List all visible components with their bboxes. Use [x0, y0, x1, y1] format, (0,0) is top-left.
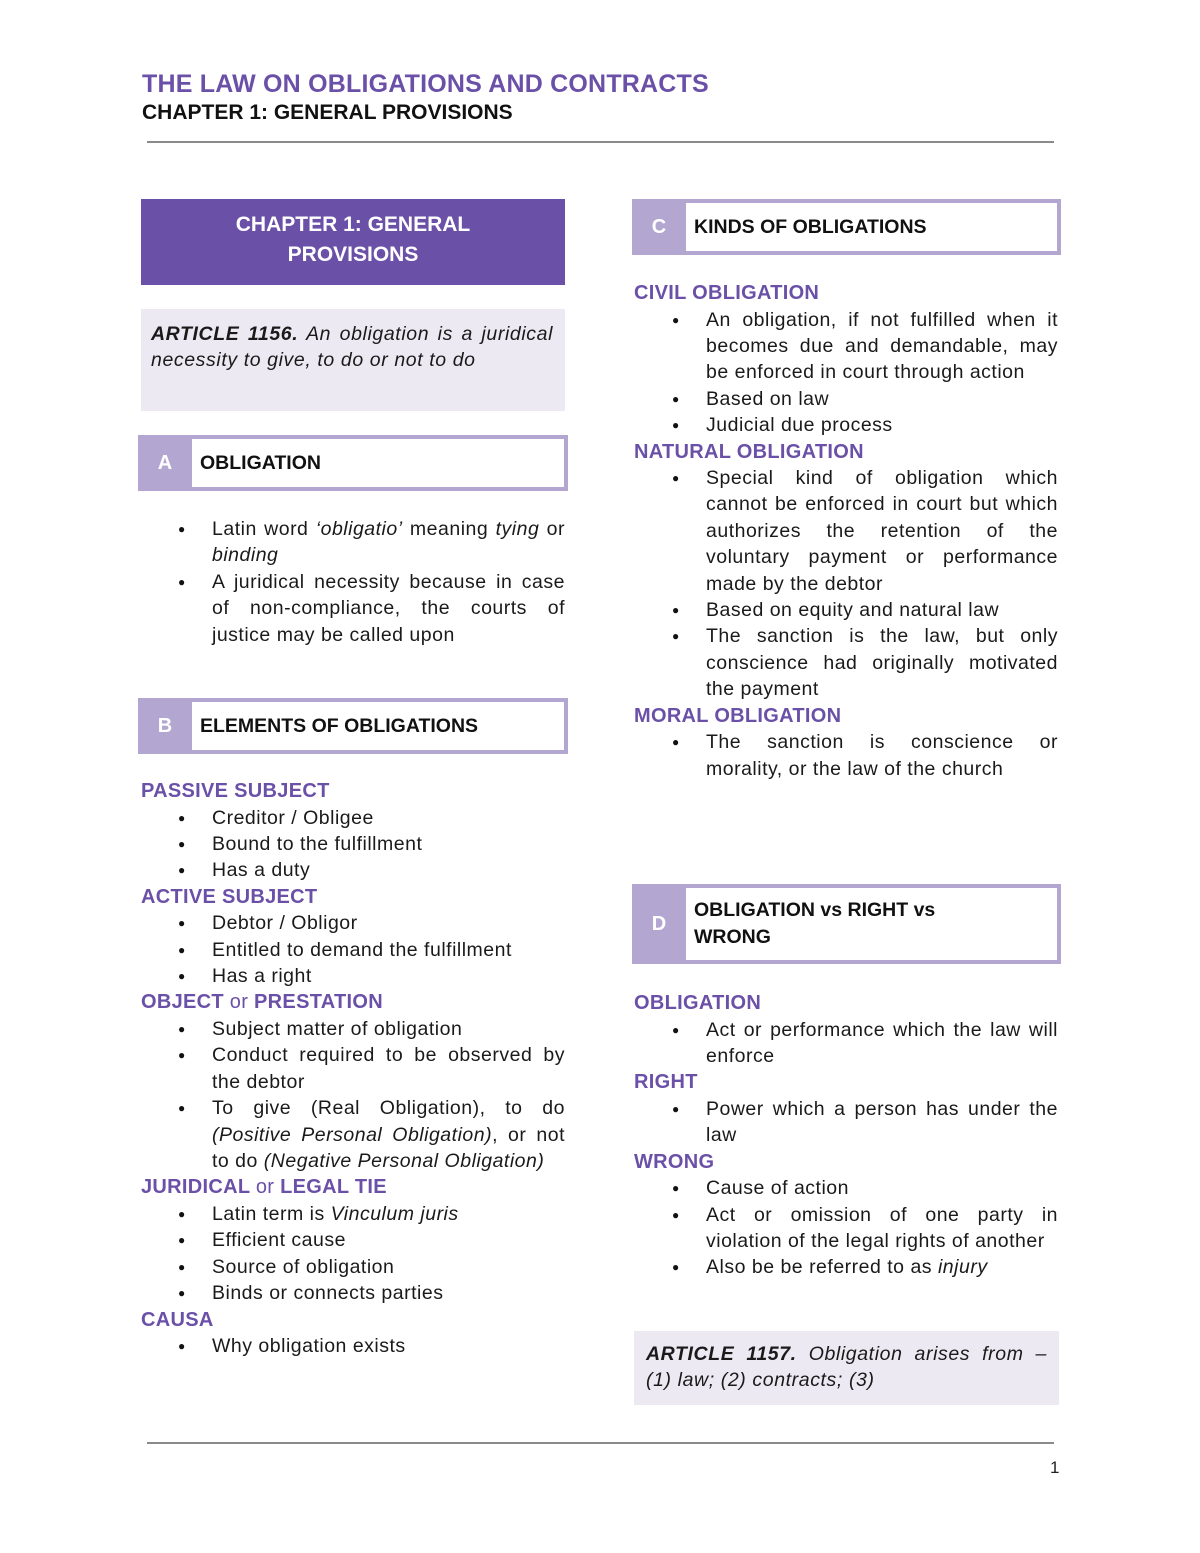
list-item: ● Based on law	[634, 386, 1058, 412]
section-c-header	[632, 199, 1061, 255]
causa-heading: CAUSA	[141, 1308, 214, 1331]
section-a-title: OBLIGATION	[192, 439, 564, 487]
list-item: ● Special kind of obligation which cannot be enforced in court but which authorizes the retention of the voluntary payment or performance made by the debtor	[634, 465, 1058, 597]
list-item: ● Latin word ‘obligatio’ meaning tying or binding	[141, 516, 565, 569]
object-prestation-heading: OBJECT or PRESTATION	[141, 991, 383, 1014]
section-d-content	[634, 990, 1058, 1281]
list-item: ● A juridical necessity because in case of non-compliance, the courts of justice may be called upon	[141, 569, 565, 648]
section-c-letter: C	[651, 215, 667, 238]
list-item: ● The sanction is the law, but only conscience had originally motivated the payment	[634, 623, 1058, 702]
list-item: ● Has a duty	[141, 857, 565, 883]
section-d-title-line1: OBLIGATION vs RIGHT vs	[694, 899, 936, 921]
list-item: ● An obligation, if not fulfilled when it becomes due and demandable, may be enforced in court through action	[634, 307, 1058, 386]
chapter-title-line1: CHAPTER 1: GENERAL	[235, 213, 471, 236]
list-item: ● Efficient cause	[141, 1227, 565, 1253]
header-divider	[147, 141, 1054, 143]
civil-obligation-heading: CIVIL OBLIGATION	[634, 282, 820, 304]
list-item: ● Based on equity and natural law	[634, 597, 1058, 623]
list-item: ● Has a right	[141, 963, 565, 989]
section-b-content	[141, 778, 565, 1359]
list-item: ● Source of obligation	[141, 1254, 565, 1280]
moral-obligation-heading: MORAL OBLIGATION	[634, 704, 842, 727]
list-item: ● Entitled to demand the fulfillment	[141, 937, 565, 963]
section-c-content	[634, 280, 1058, 782]
list-item: ● The sanction is conscience or morality, or the law of the church	[634, 729, 1058, 782]
right-heading: RIGHT	[634, 1071, 698, 1094]
section-d-title	[686, 888, 1057, 960]
section-a-content	[141, 516, 565, 648]
obligation-heading: OBLIGATION	[634, 992, 762, 1014]
list-item: ● Debtor / Obligor	[141, 910, 565, 936]
document-subtitle: CHAPTER 1: GENERAL PROVISIONS	[142, 101, 513, 124]
section-d-letter: D	[651, 912, 667, 935]
list-item: ● Cause of action	[634, 1175, 1058, 1201]
section-c-title: KINDS OF OBLIGATIONS	[686, 203, 1057, 251]
chapter-title-line2: PROVISIONS	[287, 243, 419, 266]
chapter-title-box	[141, 199, 565, 285]
list-item: ● To give (Real Obligation), to do (Positive Personal Obligation), or not to do (Negative Personal Obligation)	[141, 1095, 565, 1174]
article-1157-box	[634, 1331, 1059, 1405]
juridical-tie-heading: JURIDICAL or LEGAL TIE	[141, 1176, 387, 1199]
list-item: ● Conduct required to be observed by the debtor	[141, 1042, 565, 1095]
list-item: ● Bound to the fulfillment	[141, 831, 565, 857]
list-item: ● Creditor / Obligee	[141, 805, 565, 831]
list-item: ● Why obligation exists	[141, 1333, 565, 1359]
list-item: ● Subject matter of obligation	[141, 1016, 565, 1042]
article-1156-label: ARTICLE 1156.	[151, 323, 299, 345]
passive-subject-heading: PASSIVE SUBJECT	[141, 780, 330, 802]
page-number: 1	[1050, 1458, 1060, 1477]
section-b-header	[138, 698, 568, 754]
list-item: ● Latin term is Vinculum juris	[141, 1201, 565, 1227]
section-a-header	[138, 435, 568, 491]
article-1157-text: Obligation arises from – (1) law; (2) contracts; (3)	[646, 1343, 1047, 1391]
footer-divider	[147, 1442, 1054, 1444]
active-subject-heading: ACTIVE SUBJECT	[141, 885, 318, 908]
list-item: ● Act or performance which the law will enforce	[634, 1017, 1058, 1070]
list-item: ● Binds or connects parties	[141, 1280, 565, 1306]
section-a-letter: A	[157, 451, 173, 474]
article-1156-box	[141, 309, 565, 411]
section-d-title-line2: WRONG	[694, 926, 771, 948]
list-item: ● Also be be referred to as injury	[634, 1254, 1058, 1280]
document-title: THE LAW ON OBLIGATIONS AND CONTRACTS	[142, 70, 709, 98]
natural-obligation-heading: NATURAL OBLIGATION	[634, 440, 864, 463]
section-b-title: ELEMENTS OF OBLIGATIONS	[192, 702, 564, 750]
section-d-header	[632, 884, 1061, 964]
wrong-heading: WRONG	[634, 1150, 715, 1173]
list-item: ● Judicial due process	[634, 412, 1058, 438]
article-1156-text: An obligation is a juridical necessity to give, to do or not to do	[151, 323, 553, 371]
article-1157-label: ARTICLE 1157.	[646, 1343, 797, 1365]
list-item: ● Power which a person has under the law	[634, 1096, 1058, 1149]
list-item: ● Act or omission of one party in violation of the legal rights of another	[634, 1202, 1058, 1255]
section-b-letter: B	[157, 714, 173, 737]
